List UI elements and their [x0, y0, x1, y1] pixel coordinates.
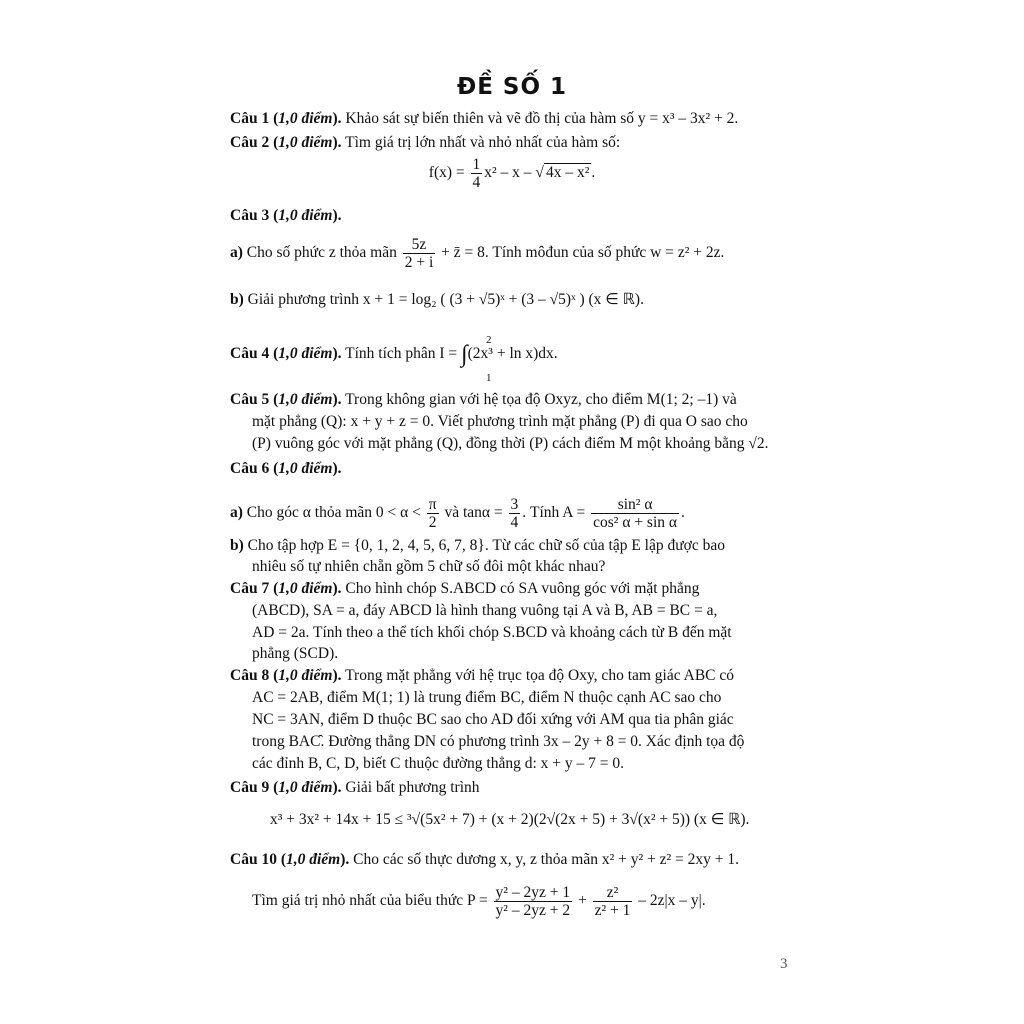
q6-label: Câu 6 (1,0 điểm).: [230, 460, 342, 477]
q3-part-a: a) Cho số phức z thỏa mãn $\frac{5z}{2 + i}$ + z̄ = 8. Tính môđun của số phức w = z² + 2z.: [230, 236, 725, 271]
q7-label: Câu 7 (1,0 điểm).: [230, 580, 342, 597]
q4-label: Câu 4 (1,0 điểm).: [230, 345, 342, 362]
q2-text: Tìm giá trị lớn nhất và nhỏ nhất của hàm số:: [341, 134, 621, 151]
q7-line3: AD = 2a. Tính theo a thể tích khối chóp S.BCD và khoảng cách từ B đến mặt: [252, 624, 732, 641]
q8-line2: AC = 2AB, điểm M(1; 1) là trung điểm BC, điểm N thuộc cạnh AC sao cho: [252, 689, 722, 706]
q5-label: Câu 5 (1,0 điểm).: [230, 391, 342, 408]
q6a-fraction-3: $\frac{\text{sin² α}}{\text{cos² α + sin α}}$: [593, 496, 678, 531]
q6-part-a: a) Cho góc α thỏa mãn 0 < α < $\frac{\pi}{2}$ và tanα = $\frac{3}{4}$ . Tính A = $\frac{\text{sin² α}}{\text{cos² α + sin α}}$ .: [230, 496, 685, 531]
page-title: ĐỀ SỐ 1: [456, 74, 568, 100]
q10-label: Câu 10 (1,0 điểm).: [230, 851, 350, 868]
q8-label: Câu 8 (1,0 điểm).: [230, 667, 342, 684]
q1-text: Khảo sát sự biến thiên và vẽ đồ thị của hàm số y = x³ – 3x² + 2.: [341, 110, 739, 127]
page-number: 3: [780, 956, 788, 972]
question-1: [230, 109, 738, 129]
q10-fraction-1: $\frac{\text{y² – 2yz + 1}}{\text{y² – 2yz + 2}}$: [495, 884, 571, 919]
q1-label: Câu 1 (1,0 điểm).: [230, 110, 342, 127]
integral-sign: ∫: [461, 341, 468, 368]
q2-fraction: $\frac{1}{4}$: [472, 156, 481, 191]
q9-formula: x³ + 3x² + 14x + 15 ≤ ³√(5x² + 7) + (x + 2)(2√(2x + 5) + 3√(x² + 5)) (x ∈ ℝ).: [270, 811, 750, 828]
q8-line3: NC = 3AN, điểm D thuộc BC sao cho AD đối xứng với AM qua tia phân giác: [252, 711, 734, 728]
q7-line2: (ABCD), SA = a, đáy ABCD là hình thang vuông tại A và B, AB = BC = a,: [252, 602, 718, 619]
question-6: [230, 459, 342, 479]
q8-line5: các đỉnh B, C, D, biết C thuộc đường thẳng d: x + y – 7 = 0.: [252, 755, 625, 772]
q10-fraction-2: $\frac{\text{z²}}{\text{z² + 1}}$: [594, 884, 631, 919]
question-8: Câu 8 (1,0 điểm). Trong mặt phẳng với hệ trục tọa độ Oxy, cho tam giác ABC có: [230, 667, 735, 684]
q3-label: Câu 3 (1,0 điểm).: [230, 207, 342, 224]
question-10: Câu 10 (1,0 điểm). Cho các số thực dương x, y, z thỏa mãn x² + y² + z² = 2xy + 1.: [230, 851, 740, 868]
q10-line2: Tìm giá trị nhỏ nhất của biểu thức P = $\frac{\text{y² – 2yz + 1}}{\text{y² – 2yz + 2}}$ + $\frac{\text{z²}}{\text{z² + 1}}$ – 2z|x – y|.: [252, 884, 706, 919]
question-7: Câu 7 (1,0 điểm). Cho hình chóp S.ABCD có SA vuông góc với mặt phẳng: [230, 580, 700, 597]
q3a-fraction: $\frac{5z}{2 + i}$: [404, 236, 434, 271]
q6a-fraction-2: $\frac{3}{4}$: [510, 496, 519, 531]
q4-upper-limit: 2: [486, 334, 492, 346]
q6-part-b: b) Cho tập hợp E = {0, 1, 2, 4, 5, 6, 7, 8}. Từ các chữ số của tập E lập được bao: [230, 537, 725, 554]
q5-line3: (P) vuông góc với mặt phẳng (Q), đồng thời (P) cách điểm M một khoảng bằng √2.: [252, 435, 769, 452]
question-9: Câu 9 (1,0 điểm). Giải bất phương trình: [230, 779, 480, 796]
q2-label: Câu 2 (1,0 điểm).: [230, 134, 342, 151]
question-4: Câu 4 (1,0 điểm). Tính tích phân I = ∫(2x³ + ln x)dx.: [230, 341, 558, 368]
q4-lower-limit: 1: [486, 372, 492, 384]
q7-line4: phẳng (SCD).: [252, 645, 339, 662]
q9-label: Câu 9 (1,0 điểm).: [230, 779, 342, 796]
question-3: [230, 206, 342, 226]
q8-line4: trong BAC̑. Đường thẳng DN có phương trình 3x – 2y + 8 = 0. Xác định tọa độ: [252, 733, 745, 750]
q6a-fraction-1: $\frac{\pi}{2}$: [428, 496, 437, 531]
q6-part-b-line2: nhiêu số tự nhiên chẵn gồm 5 chữ số đôi một khác nhau?: [252, 558, 606, 575]
q2-formula: f(x) = $\frac{1}{4}$ x² – x – √ 4x – x² .: [428, 156, 596, 191]
question-5: Câu 5 (1,0 điểm). Trong không gian với hệ tọa độ Oxyz, cho điểm M(1; 2; –1) và: [230, 391, 737, 408]
q3-part-b: b) Giải phương trình x + 1 = log₂ ( (3 + √5)ˣ + (3 – √5)ˣ ) (x ∈ ℝ).: [230, 291, 644, 308]
q5-line2: mặt phẳng (Q): x + y + z = 0. Viết phương trình mặt phẳng (P) đi qua O sao cho: [252, 413, 748, 430]
question-2: [230, 133, 620, 153]
